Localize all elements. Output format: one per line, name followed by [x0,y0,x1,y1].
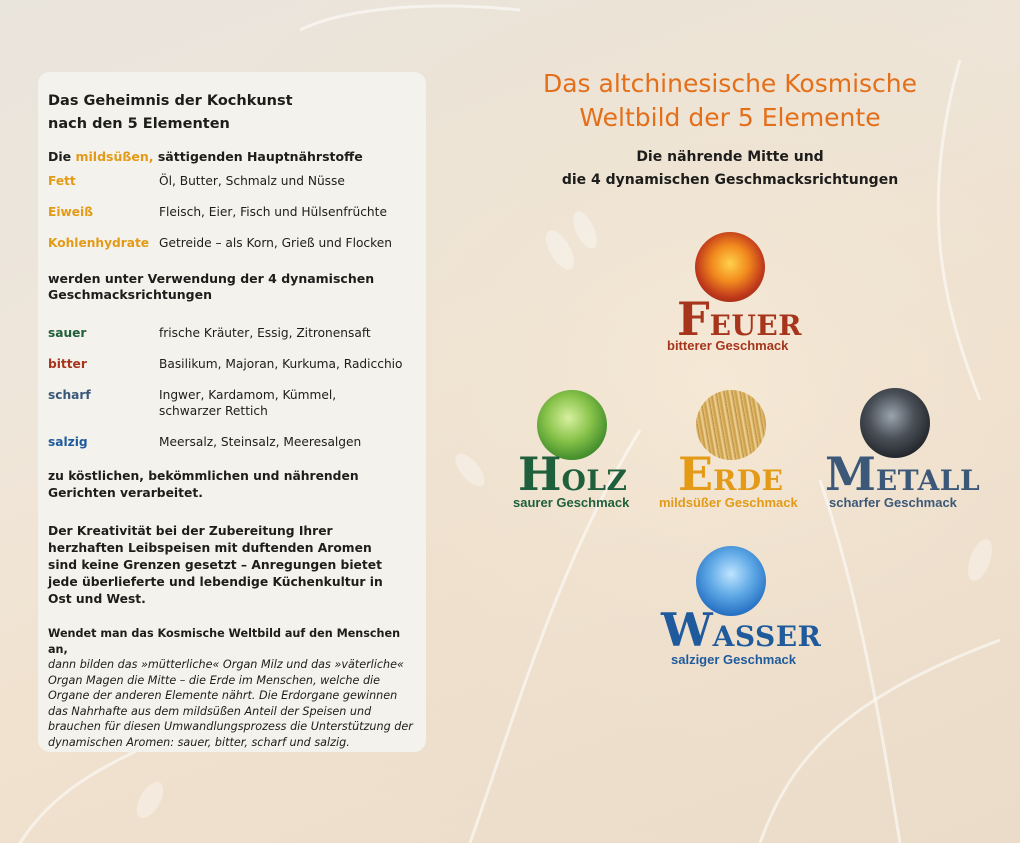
nutrient-row [48,204,416,220]
taste-label: bitter [48,357,87,371]
element-name-metall: METALL [825,447,981,501]
taste-row [48,356,416,372]
page-subtitle [520,146,940,192]
info-card [38,72,426,752]
subtitle-line-2: die 4 dynamischen Geschmacksrichtungen [561,172,899,188]
taste-label: salzig [48,435,88,449]
element-name-feuer: FEUER [677,292,803,346]
taste-row [48,325,416,341]
taste-value-line-2: schwarzer Rettich [159,404,268,418]
nutrient-value: Öl, Butter, Schmalz und Nüsse [159,174,345,188]
nutrients-intro-post: sättigenden Hauptnährstoffe [153,149,363,164]
element-taste-wasser: salziger Geschmack [671,652,797,667]
nutrients-intro-highlight: mildsüßen, [75,149,154,164]
taste-value: Basilikum, Majoran, Kurkuma, Radicchio [159,357,403,371]
human-lead: Wendet man das Kosmische Weltbild auf den Menschen an, [48,627,401,656]
element-name-wasser: WASSER [661,603,822,657]
conclusion-text: zu köstlichen, bekömmlichen und nährenden Gerichten verarbeitet. [48,469,359,500]
taste-value-line-1: Ingwer, Kardamom, Kümmel, [159,388,337,402]
title-line-2: Weltbild der 5 Elemente [579,103,881,132]
taste-value: frische Kräuter, Essig, Zitronensaft [159,326,371,340]
nutrient-row [48,173,416,189]
human-body: dann bilden das »mütterliche« Organ Milz und das »väterliche« Organ Magen die Mitte – die Erde im Menschen, welche die Organe der anderen Elemente nährt. Die Erdorgane gewinnen das Nahrhafte aus dem mildsüßen Anteil der Speisen und brauchen für diesen Umwandlungsprozess die Unterstützung der dynamischen Aromen: sauer, bitter, scharf und salzig. [48,658,413,749]
nutrient-value: Getreide – als Korn, Grieß und Flocken [159,236,392,250]
element-taste-feuer: bitterer Geschmack [667,338,789,353]
heading-line-2: nach den 5 Elementen [48,116,230,132]
element-taste-erde: mildsüßer Geschmack [659,495,798,510]
tastes-intro: werden unter Verwendung der 4 dynamischen Geschmacksrichtungen [48,271,375,302]
heading-line-1: Das Geheimnis der Kochkunst [48,93,293,109]
taste-label: sauer [48,326,87,340]
subtitle-line-1: Die nährende Mitte und [636,149,824,165]
nutrient-label: Eiweiß [48,205,93,219]
element-taste-holz: saurer Geschmack [513,495,630,510]
creativity-text: Der Kreativität bei der Zubereitung Ihrer herzhaften Leibspeisen mit duftenden Aromen sind keine Grenzen gesetzt – Anregungen bietet jede überlieferte und lebendige Küchenkultur in Ost und West. [48,524,383,606]
nutrient-row [48,235,416,251]
human-text [48,626,418,750]
nutrient-label: Fett [48,174,76,188]
taste-row [48,434,416,450]
element-name-erde: ERDE [678,447,784,501]
element-taste-metall: scharfer Geschmack [829,495,957,510]
taste-value [159,387,416,419]
taste-value: Meersalz, Steinsalz, Meeresalgen [159,435,362,449]
card-heading [48,90,416,136]
nutrient-value: Fleisch, Eier, Fisch und Hülsenfrüchte [159,205,387,219]
nutrient-label: Kohlenhydrate [48,236,150,250]
nutrients-intro-pre: Die [48,149,76,164]
element-name-holz: HOLZ [518,447,628,501]
title-line-1: Das altchinesische Kosmische [542,69,918,98]
nutrients-intro [48,149,416,165]
page-title [520,67,940,135]
taste-label: scharf [48,388,91,402]
taste-row [48,387,416,419]
